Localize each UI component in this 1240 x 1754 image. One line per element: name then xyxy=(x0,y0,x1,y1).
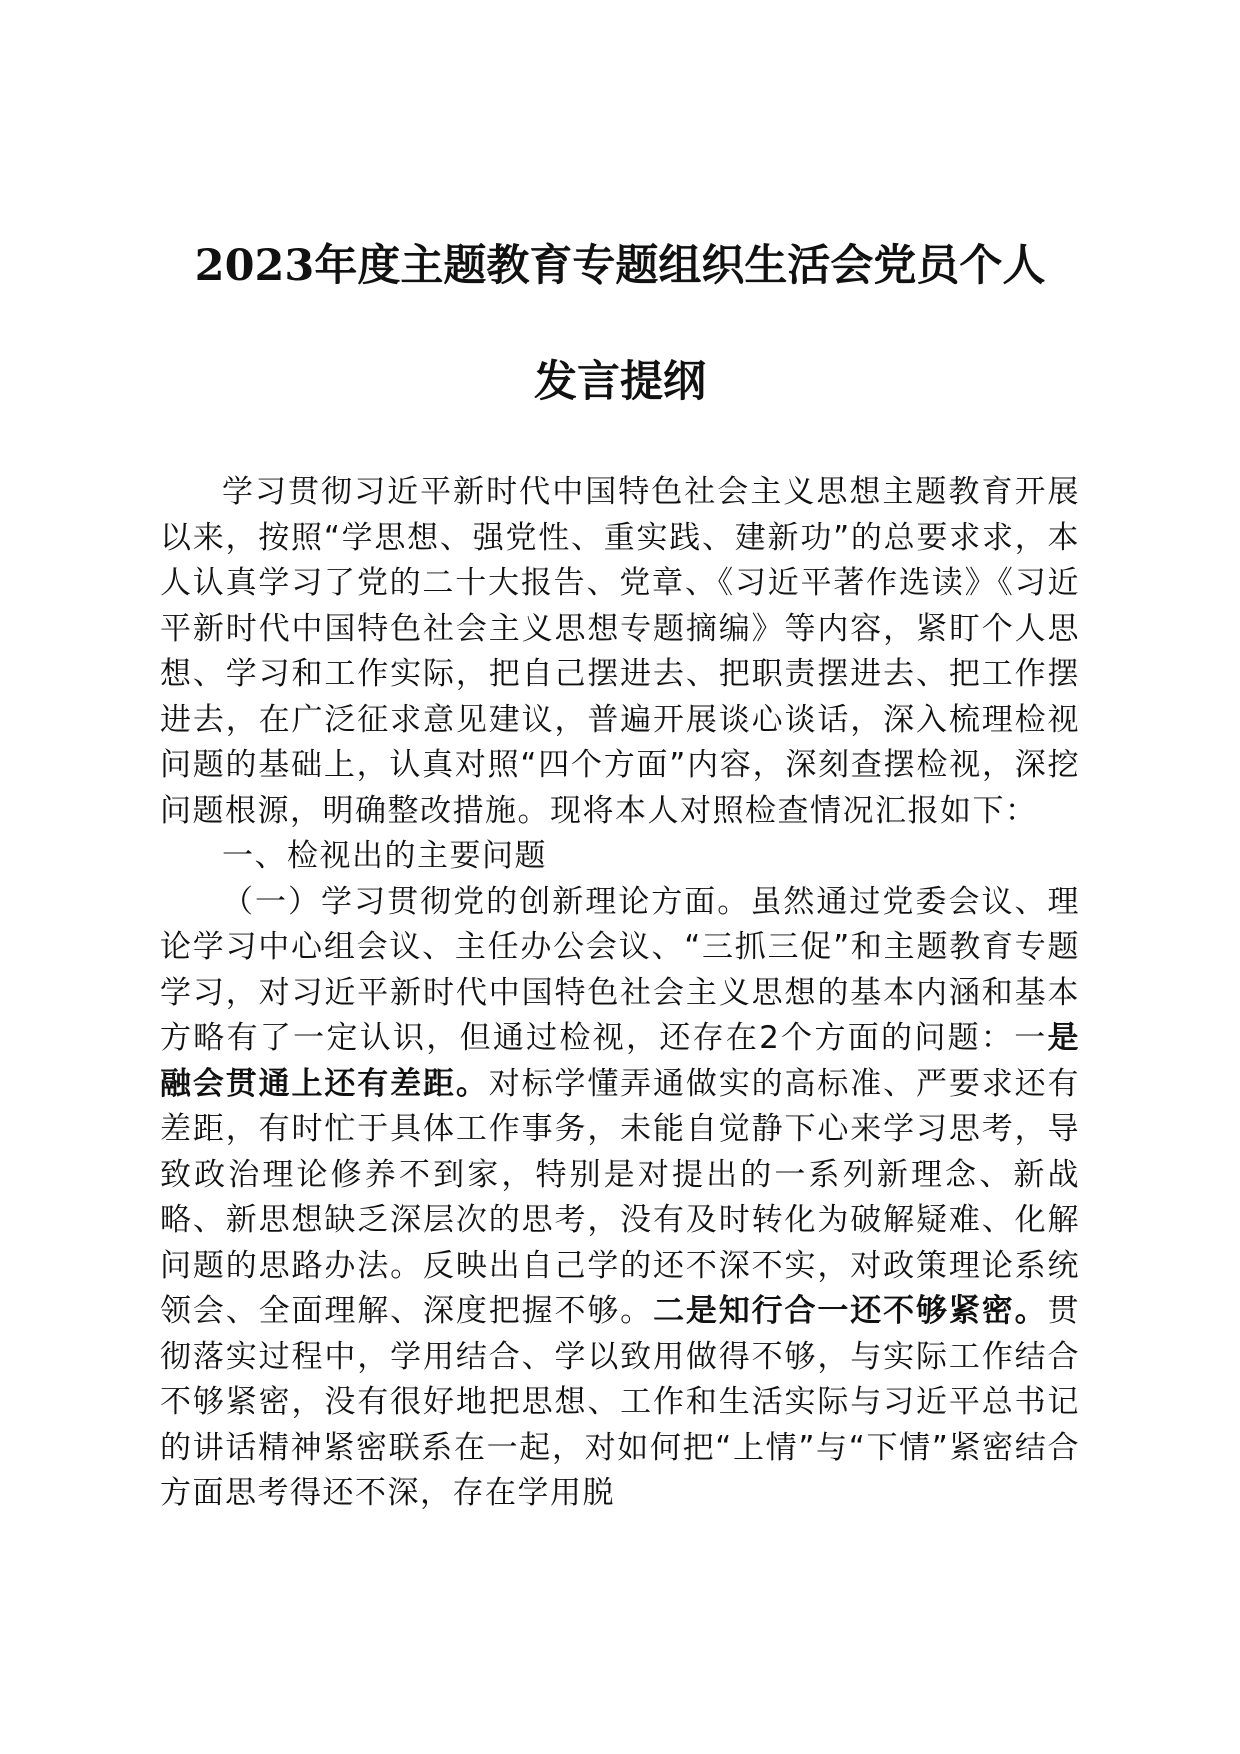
intro-paragraph: 学习贯彻习近平新时代中国特色社会主义思想主题教育开展以来，按照“学思想、强党性、重实践、建新功”的总要求求，本人认真学习了党的二十大报告、党章、《习近平著作选读》《习近平新时代中国特色社会主义思想专题摘编》等内容，紧盯个人思想、学习和工作实际，把自己摆进去、把职责摆进去、把工作摆进去，在广泛征求意见建议，普遍开展谈心谈话，深入梳理检视问题的基础上，认真对照“四个方面”内容，深刻查摆检视，深挖问题根源，明确整改措施。现将本人对照检查情况汇报如下： xyxy=(160,474,1080,829)
subsection-paragraph-1 xyxy=(160,880,1080,1517)
subsection-heading-1: （一）学习贯彻党的创新理论方面。 xyxy=(222,883,751,920)
subsection-text-a: 虽然通过党委会议、理论学习中心组会议、主任办公会议、“三抓三促”和主题教育专题学习，对习近平新时代中国特色社会主义思想的基本内涵和基本方略有了一定认识，但通过检视，还存在2个方面的问题：一 xyxy=(160,883,1081,1056)
document-body xyxy=(160,470,1080,1517)
document-title-line1: 2023年度主题教育专题组织生活会党员个人 xyxy=(194,241,1046,291)
subsection-text-c: 贯彻落实过程中，学用结合、学以致用做得不够，与实际工作结合不够紧密，没有很好地把思想、工作和生活实际与习近平总书记的讲话精神紧密联系在一起，对如何把“上情”与“下情”紧密结合方面思考得还不深，存在学用脱 xyxy=(160,1293,1081,1511)
document-title-line2: 发言提纲 xyxy=(534,357,706,407)
subsection-text-b: 对标学懂弄通做实的高标准、严要求还有差距，有时忙于具体工作事务，未能自觉静下心来学习思考，导致政治理论修养不到家，特别是对提出的一系列新理念、新战略、新思想缺乏深层次的思考，没有及时转化为破解疑难、化解问题的思路办法。反映出自己学的还不深不实，对政策理论系统领会、全面理解、深度把握不够。 xyxy=(160,1065,1080,1329)
bold-point-1: 是融会贯通上还有差距。 xyxy=(160,1020,1080,1102)
section-heading-1: 一、检视出的主要问题 xyxy=(222,838,547,874)
bold-point-2: 二是知行合一还不够紧密。 xyxy=(653,1293,1048,1329)
